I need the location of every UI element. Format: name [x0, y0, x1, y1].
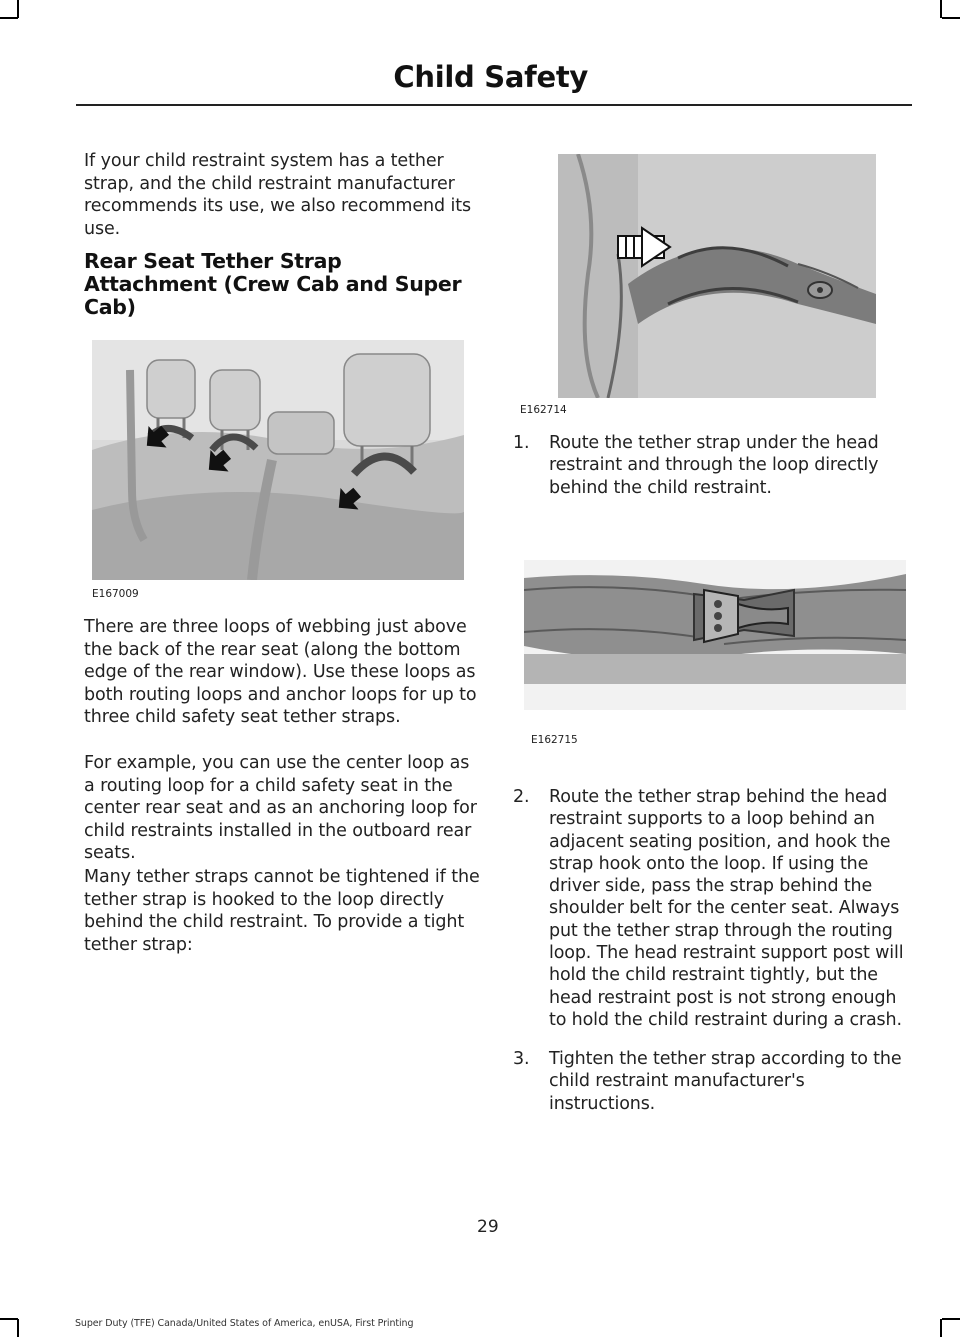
figure-code: E162714: [520, 404, 567, 416]
step-number: 2.: [513, 787, 530, 807]
tether-route-illustration: [558, 154, 876, 398]
step-text: Route the tether strap behind the head restraint supports to a loop behind an adjacent seating position, and hook the strap hook onto the loop. If using the driver side, pass the strap behind the shoulder belt for the center seat. Always put the tether strap through the routing loop. The head restraint support post will hold the child restraint tightly, but the head restraint post is not strong enough to hold the child restraint during a crash.: [549, 787, 904, 1030]
footer-text: Super Duty (TFE) Canada/United States of America, enUSA, First Printing: [75, 1318, 414, 1329]
page-title: Child Safety: [393, 60, 588, 94]
section-heading: Rear Seat Tether Strap Attachment (Crew Cab and Super Cab): [84, 249, 462, 319]
intro-paragraph: If your child restraint system has a tether strap, and the child restraint manufacturer recommends its use, we also recommend its use.: [84, 151, 472, 239]
crop-mark: [940, 0, 942, 18]
tether-route-figure: [558, 154, 876, 398]
crop-mark: [0, 17, 18, 19]
paragraph-loops: There are three loops of webbing just above the back of the rear seat (along the bottom edge of the rear window). Use these loops as both routing loops and anchor loops for up to three child safety seat tether straps.: [84, 617, 477, 727]
crop-mark: [17, 1319, 19, 1337]
step-number: 1.: [513, 433, 530, 453]
step-text: Tighten the tether strap according to the child restraint manufacturer's instructions.: [549, 1049, 902, 1114]
figure-code: E162715: [531, 734, 578, 746]
paragraph-example: For example, you can use the center loop as a routing loop for a child safety seat in the center rear seat and as an anchoring loop for child restraints installed in the outboard rear seats.: [84, 753, 477, 863]
crop-mark: [940, 1319, 942, 1337]
step-3: [513, 1048, 913, 1115]
header-divider: [76, 104, 912, 106]
step-number: 3.: [513, 1049, 530, 1069]
step-text: Route the tether strap under the head restraint and through the loop directly behind the child restraint.: [549, 433, 879, 498]
paragraph-tight-strap: Many tether straps cannot be tightened if the tether strap is hooked to the loop directly behind the child restraint. To provide a tight tether strap:: [84, 867, 480, 955]
crop-mark: [17, 0, 19, 18]
page-number: 29: [477, 1217, 499, 1237]
crop-mark: [0, 1318, 18, 1320]
crop-mark: [942, 17, 960, 19]
rear-seat-illustration: [92, 340, 464, 580]
step-1: [513, 432, 913, 499]
figure-code: E167009: [92, 588, 139, 600]
crop-mark: [942, 1318, 960, 1320]
step-2: [513, 786, 913, 1031]
tether-hook-figure: [524, 560, 906, 710]
rear-seat-figure: [92, 340, 464, 580]
tether-hook-illustration: [524, 560, 906, 710]
